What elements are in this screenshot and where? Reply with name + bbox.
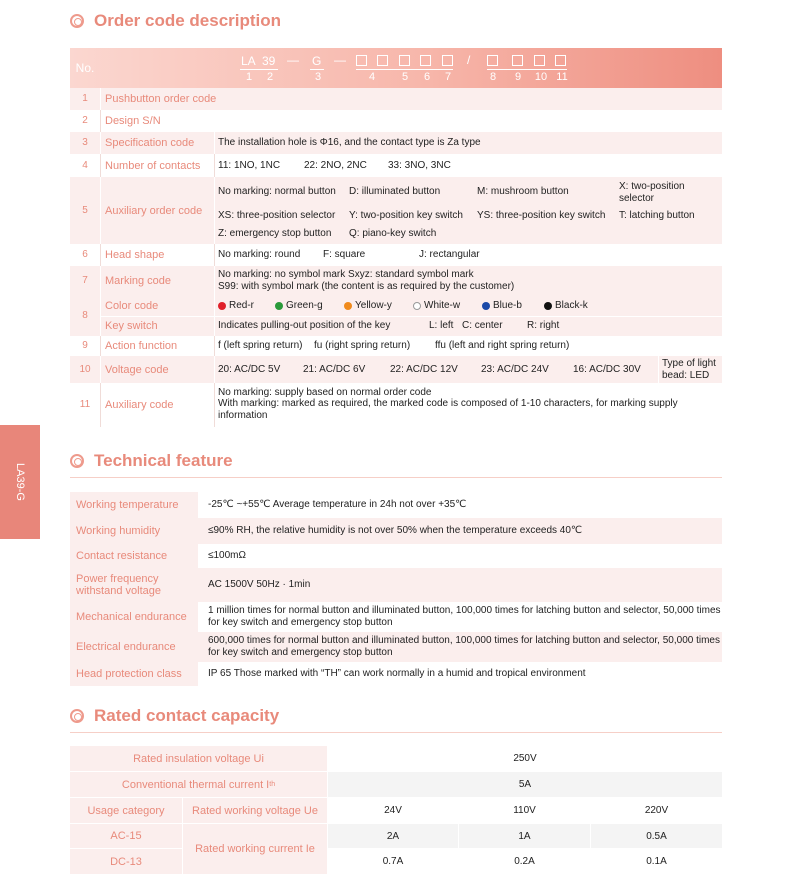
header-num-1: 1	[245, 71, 253, 83]
header-num-2: 2	[266, 71, 274, 83]
tech-label: Power frequency withstand voltage	[70, 568, 198, 602]
header-slash: /	[467, 53, 471, 67]
color-blue: Blue-b	[482, 296, 522, 316]
tech-row-electrical-endurance	[70, 632, 722, 662]
aux-option: D: illuminated button	[349, 186, 441, 197]
header-num-10: 10	[534, 71, 548, 83]
header-num-8: 8	[489, 71, 497, 83]
head-shape-option: J: rectangular	[419, 249, 480, 260]
color-dot-icon	[544, 302, 552, 310]
ac15-220v-current: 0.5A	[591, 824, 722, 848]
code-box-5	[399, 55, 410, 66]
aux-option: X: two-position selector	[619, 181, 685, 204]
aux-option: Y: two-position key switch	[349, 210, 463, 221]
circle-bullet-icon	[70, 454, 84, 468]
voltage-110v: 110V	[459, 798, 590, 823]
dc13-label: DC-13	[70, 849, 182, 874]
tech-label: Contact resistance	[70, 544, 198, 568]
technical-section-title-text: Technical feature	[94, 451, 233, 470]
order-row-6	[70, 244, 722, 266]
insulation-voltage-label: Rated insulation voltage Ui	[70, 746, 327, 771]
voltage-220v: 220V	[591, 798, 722, 823]
row-number: 8	[82, 310, 88, 321]
rated-section-title	[70, 706, 279, 726]
head-shape-option: F: square	[323, 249, 366, 260]
color-yellow: Yellow-y	[344, 296, 392, 316]
marking-line: No marking: no symbol mark Sxyz: standard symbol mark	[218, 268, 474, 280]
ac15-110v-current: 1A	[459, 824, 590, 848]
tech-row-withstand-voltage	[70, 568, 722, 602]
code-box-4	[356, 55, 367, 66]
tech-value: -25℃ ~+55℃ Average temperature in 24h not over +35℃	[198, 492, 722, 518]
row-number: 7	[82, 275, 88, 286]
row-number: 10	[79, 363, 91, 375]
header-num-6: 6	[423, 71, 431, 83]
row-label: Pushbutton order code	[105, 93, 217, 105]
circle-bullet-icon	[70, 709, 84, 723]
header-underline-1	[240, 69, 278, 70]
marking-line: S99: with symbol mark (the content is as required by the customer)	[218, 280, 515, 292]
order-section-title	[70, 11, 281, 31]
key-switch-text: Indicates pulling-out position of the key	[218, 320, 391, 331]
key-switch-option: R: right	[527, 320, 560, 331]
header-underline-4	[487, 69, 567, 70]
tech-row-working-temperature	[70, 492, 722, 518]
voltage-option: 21: AC/DC 6V	[303, 363, 366, 375]
key-switch-option: L: left	[429, 320, 454, 331]
tech-label: Electrical endurance	[70, 632, 198, 662]
aux-option: No marking: normal button	[218, 186, 336, 197]
tech-label: Mechanical endurance	[70, 602, 198, 632]
row-label: Action function	[105, 340, 178, 352]
dc13-24v-current: 0.7A	[328, 849, 458, 874]
aux-option: YS: three-position key switch	[477, 210, 606, 221]
order-row-10	[70, 356, 722, 383]
row-label: Design S/N	[105, 115, 161, 127]
tech-value: ≤100mΩ	[198, 544, 722, 568]
ac15-24v-current: 2A	[328, 824, 458, 848]
color-green: Green-g	[275, 296, 323, 316]
row-label: Marking code	[105, 275, 172, 287]
row-number: 4	[82, 159, 88, 171]
header-num-4: 4	[368, 71, 376, 83]
header-num-5: 5	[401, 71, 409, 83]
rated-current-ie-label: Rated working current Ie	[183, 824, 327, 874]
row-label: Voltage code	[105, 363, 169, 376]
rated-section-title-text: Rated contact capacity	[94, 706, 280, 725]
insulation-voltage-value: 250V	[328, 746, 722, 771]
voltage-24v: 24V	[328, 798, 458, 823]
technical-section-title	[70, 451, 233, 471]
code-box-8	[487, 55, 498, 66]
order-row-2	[70, 110, 722, 132]
rated-voltage-ue-label: Rated working voltage Ue	[183, 798, 327, 823]
color-dot-icon	[482, 302, 490, 310]
aux-option: Z: emergency stop button	[218, 228, 332, 239]
order-row-4	[70, 154, 722, 177]
dc13-220v-current: 0.1A	[591, 849, 722, 874]
color-black: Black-k	[544, 296, 588, 316]
order-code-header	[70, 48, 722, 88]
circle-bullet-icon	[70, 14, 84, 28]
order-row-5	[70, 177, 722, 244]
tech-value: IP 65 Those marked with “TH” can work normally in a humid and tropical environment	[198, 662, 722, 686]
color-dot-icon	[218, 302, 226, 310]
order-row-9	[70, 336, 722, 356]
aux-option: Q: piano-key switch	[349, 228, 437, 239]
key-switch-label: Key switch	[105, 320, 158, 332]
side-tab	[0, 425, 40, 539]
voltage-option: 16: AC/DC 30V	[573, 363, 641, 375]
tech-label: Working temperature	[70, 492, 198, 518]
header-num-7: 7	[444, 71, 452, 83]
tech-row-working-humidity	[70, 518, 722, 544]
color-white: White-w	[413, 296, 460, 316]
key-switch-option: C: center	[462, 320, 503, 331]
row-number: 3	[82, 137, 88, 148]
action-option: f (left spring return)	[218, 340, 303, 351]
code-box-10	[534, 55, 545, 66]
voltage-option: 20: AC/DC 5V	[218, 363, 281, 375]
ac15-label: AC-15	[70, 824, 182, 848]
order-section-title-text: Order code description	[94, 11, 282, 30]
color-red: Red-r	[218, 296, 254, 316]
code-box-9	[512, 55, 523, 66]
aux-option: T: latching button	[619, 210, 695, 221]
row-number: 9	[82, 340, 88, 351]
aux-option: M: mushroom button	[477, 186, 569, 197]
usage-category-label: Usage category	[70, 798, 182, 823]
action-option: ffu (left and right spring return)	[435, 340, 570, 351]
header-num-9: 9	[514, 71, 522, 83]
code-box-11	[555, 55, 566, 66]
row-number: 2	[82, 115, 88, 126]
header-num-11: 11	[556, 71, 568, 83]
header-no: No.	[75, 61, 95, 75]
header-dash-1: —	[287, 53, 299, 67]
header-num-3: 3	[314, 71, 322, 83]
order-row-3	[70, 132, 722, 154]
tech-value: 600,000 times for normal button and illuminated button, 100,000 times for latching button and selector, 50,000 times for key switch and emergency stop button	[198, 632, 722, 662]
tech-row-contact-resistance	[70, 544, 722, 568]
row-number: 1	[82, 93, 88, 104]
head-shape-option: No marking: round	[218, 249, 301, 260]
tech-value: ≤90% RH, the relative humidity is not over 50% when the temperature exceeds 40℃	[198, 518, 722, 544]
action-option: fu (right spring return)	[314, 340, 411, 351]
tech-row-mechanical-endurance	[70, 602, 722, 632]
voltage-option: 22: AC/DC 12V	[390, 363, 458, 375]
row-label: Number of contacts	[105, 159, 201, 172]
aux-code-line: No marking: supply based on normal order code	[218, 386, 432, 398]
row-number: 11	[79, 399, 91, 410]
order-row-1	[70, 88, 722, 110]
header-39: 39	[262, 54, 276, 68]
aux-option: XS: three-position selector	[218, 210, 336, 221]
header-underline-2	[310, 69, 324, 70]
thermal-current-label: Conventional thermal current I th	[70, 772, 327, 797]
code-box-7	[442, 55, 453, 66]
contacts-option: 11: 1NO, 1NC	[218, 159, 281, 171]
tech-label: Working humidity	[70, 518, 198, 544]
code-box-4b	[377, 55, 388, 66]
row-number: 6	[82, 249, 88, 260]
order-row-11	[70, 383, 722, 427]
contacts-option: 33: 3NO, 3NC	[388, 159, 451, 171]
color-code-label: Color code	[105, 300, 159, 312]
row-label: Auxiliary code	[105, 399, 174, 411]
header-underline-3	[356, 69, 453, 70]
voltage-option: 23: AC/DC 24V	[481, 363, 549, 375]
dc13-110v-current: 0.2A	[459, 849, 590, 874]
order-row-7	[70, 266, 722, 296]
aux-code-line: With marking: marked as required, the marked code is composed of 1-10 characters, for marking supply information	[218, 398, 678, 421]
header-g: G	[312, 54, 322, 68]
row-label: Specification code	[105, 137, 195, 149]
thermal-current-value: 5A	[328, 772, 722, 797]
side-tab-label: LA39-G	[14, 463, 26, 501]
code-box-6	[420, 55, 431, 66]
row-label: Auxiliary order code	[105, 204, 203, 217]
row-content: The installation hole is Φ16, and the contact type is Za type	[218, 137, 481, 148]
color-dot-icon	[413, 302, 421, 310]
order-row-8	[70, 296, 722, 336]
color-dot-icon	[275, 302, 283, 310]
tech-value: AC 1500V 50Hz · 1min	[198, 568, 722, 602]
tech-label: Head protection class	[70, 662, 198, 686]
tech-value: 1 million times for normal button and illuminated button, 100,000 times for latching button and selector, 50,000 times for key switch and emergency stop button	[198, 602, 722, 632]
row-number: 5	[82, 204, 88, 216]
color-dot-icon	[344, 302, 352, 310]
contacts-option: 22: 2NO, 2NC	[304, 159, 367, 171]
row-label: Head shape	[105, 249, 165, 261]
tech-row-head-protection	[70, 662, 722, 686]
header-la: LA	[241, 54, 256, 68]
header-dash-2: —	[334, 53, 346, 67]
light-bead-type: Type of light bead: LED	[662, 357, 716, 381]
